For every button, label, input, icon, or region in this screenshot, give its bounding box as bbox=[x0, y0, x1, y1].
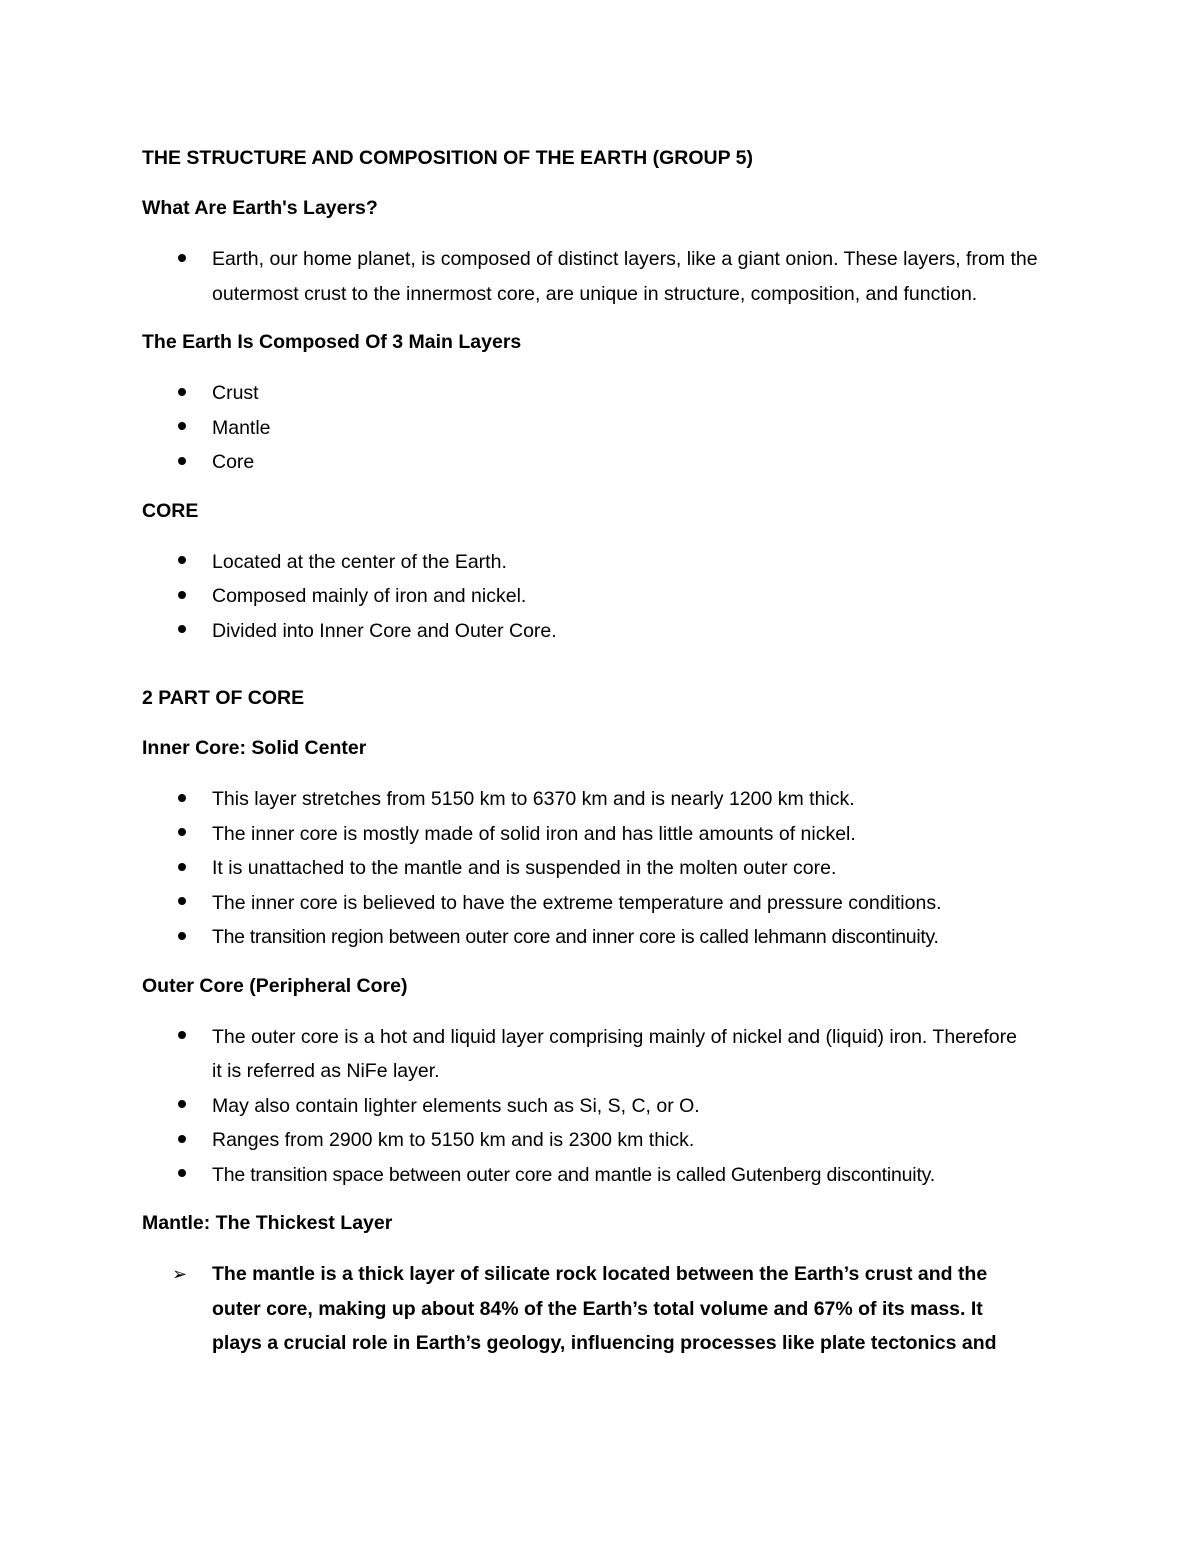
list-item-text: Core bbox=[212, 451, 255, 473]
bullet-icon bbox=[175, 886, 189, 921]
list-main-layers bbox=[142, 376, 1062, 480]
bullet-icon bbox=[175, 1020, 189, 1055]
heading-parts-of-core: 2 PART OF CORE bbox=[142, 687, 305, 709]
list-item-text: Divided into Inner Core and Outer Core. bbox=[212, 619, 557, 642]
list-item-text: Composed mainly of iron and nickel. bbox=[212, 585, 527, 607]
list-item bbox=[142, 545, 1062, 580]
list-item-text: Located at the center of the Earth. bbox=[212, 550, 507, 573]
list-item bbox=[142, 579, 1062, 614]
list-item-text: The inner core is mostly made of solid iron and has little amounts of nickel. bbox=[212, 822, 856, 845]
list-inner-core bbox=[142, 782, 1062, 955]
list-item-text: The inner core is believed to have the extreme temperature and pressure conditions. bbox=[212, 891, 942, 914]
heading-main-layers: The Earth Is Composed Of 3 Main Layers bbox=[142, 331, 522, 353]
list-mantle bbox=[142, 1257, 1062, 1361]
bullet-icon bbox=[175, 545, 189, 580]
list-item-text: Earth, our home planet, is composed of distinct layers, like a giant onion. These layers, from the outermost crust to the innermost core, are unique in structure, composition, and function. bbox=[212, 248, 1038, 305]
list-item-text: This layer stretches from 5150 km to 6370 km and is nearly 1200 km thick. bbox=[212, 788, 855, 810]
list-item bbox=[142, 817, 1062, 852]
bullet-icon bbox=[175, 242, 189, 277]
bullet-icon bbox=[175, 1089, 189, 1124]
heading-earth-layers: What Are Earth's Layers? bbox=[142, 197, 378, 219]
list-item bbox=[142, 242, 1062, 311]
bullet-icon bbox=[175, 782, 189, 817]
list-item bbox=[142, 1158, 1062, 1193]
bullet-icon bbox=[175, 851, 189, 886]
bullet-icon bbox=[175, 817, 189, 852]
bullet-icon bbox=[175, 376, 189, 411]
list-item-text: Crust bbox=[212, 382, 259, 404]
list-item-text: It is unattached to the mantle and is suspended in the molten outer core. bbox=[212, 857, 837, 879]
list-item bbox=[142, 1089, 1062, 1124]
list-item bbox=[142, 886, 1062, 921]
bullet-icon bbox=[175, 445, 189, 480]
list-item bbox=[142, 920, 1062, 955]
list-item bbox=[142, 1020, 1062, 1089]
list-core bbox=[142, 545, 1062, 649]
list-item-text: The outer core is a hot and liquid layer comprising mainly of nickel and (liquid) iron. Therefore it is referred as NiFe layer. bbox=[212, 1025, 1017, 1082]
list-item-text: Mantle bbox=[212, 416, 271, 439]
bullet-icon bbox=[175, 1123, 189, 1158]
list-item-text: Ranges from 2900 km to 5150 km and is 2300 km thick. bbox=[212, 1129, 695, 1151]
list-item-text: The mantle is a thick layer of silicate rock located between the Earth’s crust and the outer core, making up about 84% of the Earth’s total volume and 67% of its mass. It plays a crucial role in Earth’s geology, influencing processes like plate tectonics and bbox=[212, 1263, 997, 1354]
heading-outer-core: Outer Core (Peripheral Core) bbox=[142, 974, 408, 997]
list-item bbox=[142, 1257, 1062, 1361]
list-item bbox=[142, 1123, 1062, 1158]
document-content bbox=[142, 142, 1062, 1376]
list-earth-layers bbox=[142, 242, 1062, 311]
list-item bbox=[142, 851, 1062, 886]
list-item bbox=[142, 782, 1062, 817]
bullet-icon bbox=[175, 411, 189, 446]
list-item-text: The transition region between outer core and inner core is called lehmann discontinuity. bbox=[212, 926, 939, 948]
list-outer-core bbox=[142, 1020, 1062, 1193]
arrow-bullet-icon: ➢ bbox=[172, 1264, 188, 1284]
heading-mantle: Mantle: The Thickest Layer bbox=[142, 1212, 393, 1234]
document-title: THE STRUCTURE AND COMPOSITION OF THE EARTH (GROUP 5) bbox=[142, 147, 754, 169]
bullet-icon bbox=[175, 920, 189, 955]
list-item bbox=[142, 376, 1062, 411]
list-item-text: May also contain lighter elements such as Si, S, C, or O. bbox=[212, 1094, 700, 1117]
list-item bbox=[142, 445, 1062, 480]
heading-core: CORE bbox=[142, 499, 199, 522]
bullet-icon bbox=[175, 614, 189, 649]
list-item-text: The transition space between outer core and mantle is called Gutenberg discontinuity. bbox=[212, 1163, 935, 1186]
bullet-icon bbox=[175, 579, 189, 614]
list-item bbox=[142, 614, 1062, 649]
list-item bbox=[142, 411, 1062, 446]
heading-inner-core: Inner Core: Solid Center bbox=[142, 737, 367, 759]
bullet-icon bbox=[175, 1158, 189, 1193]
